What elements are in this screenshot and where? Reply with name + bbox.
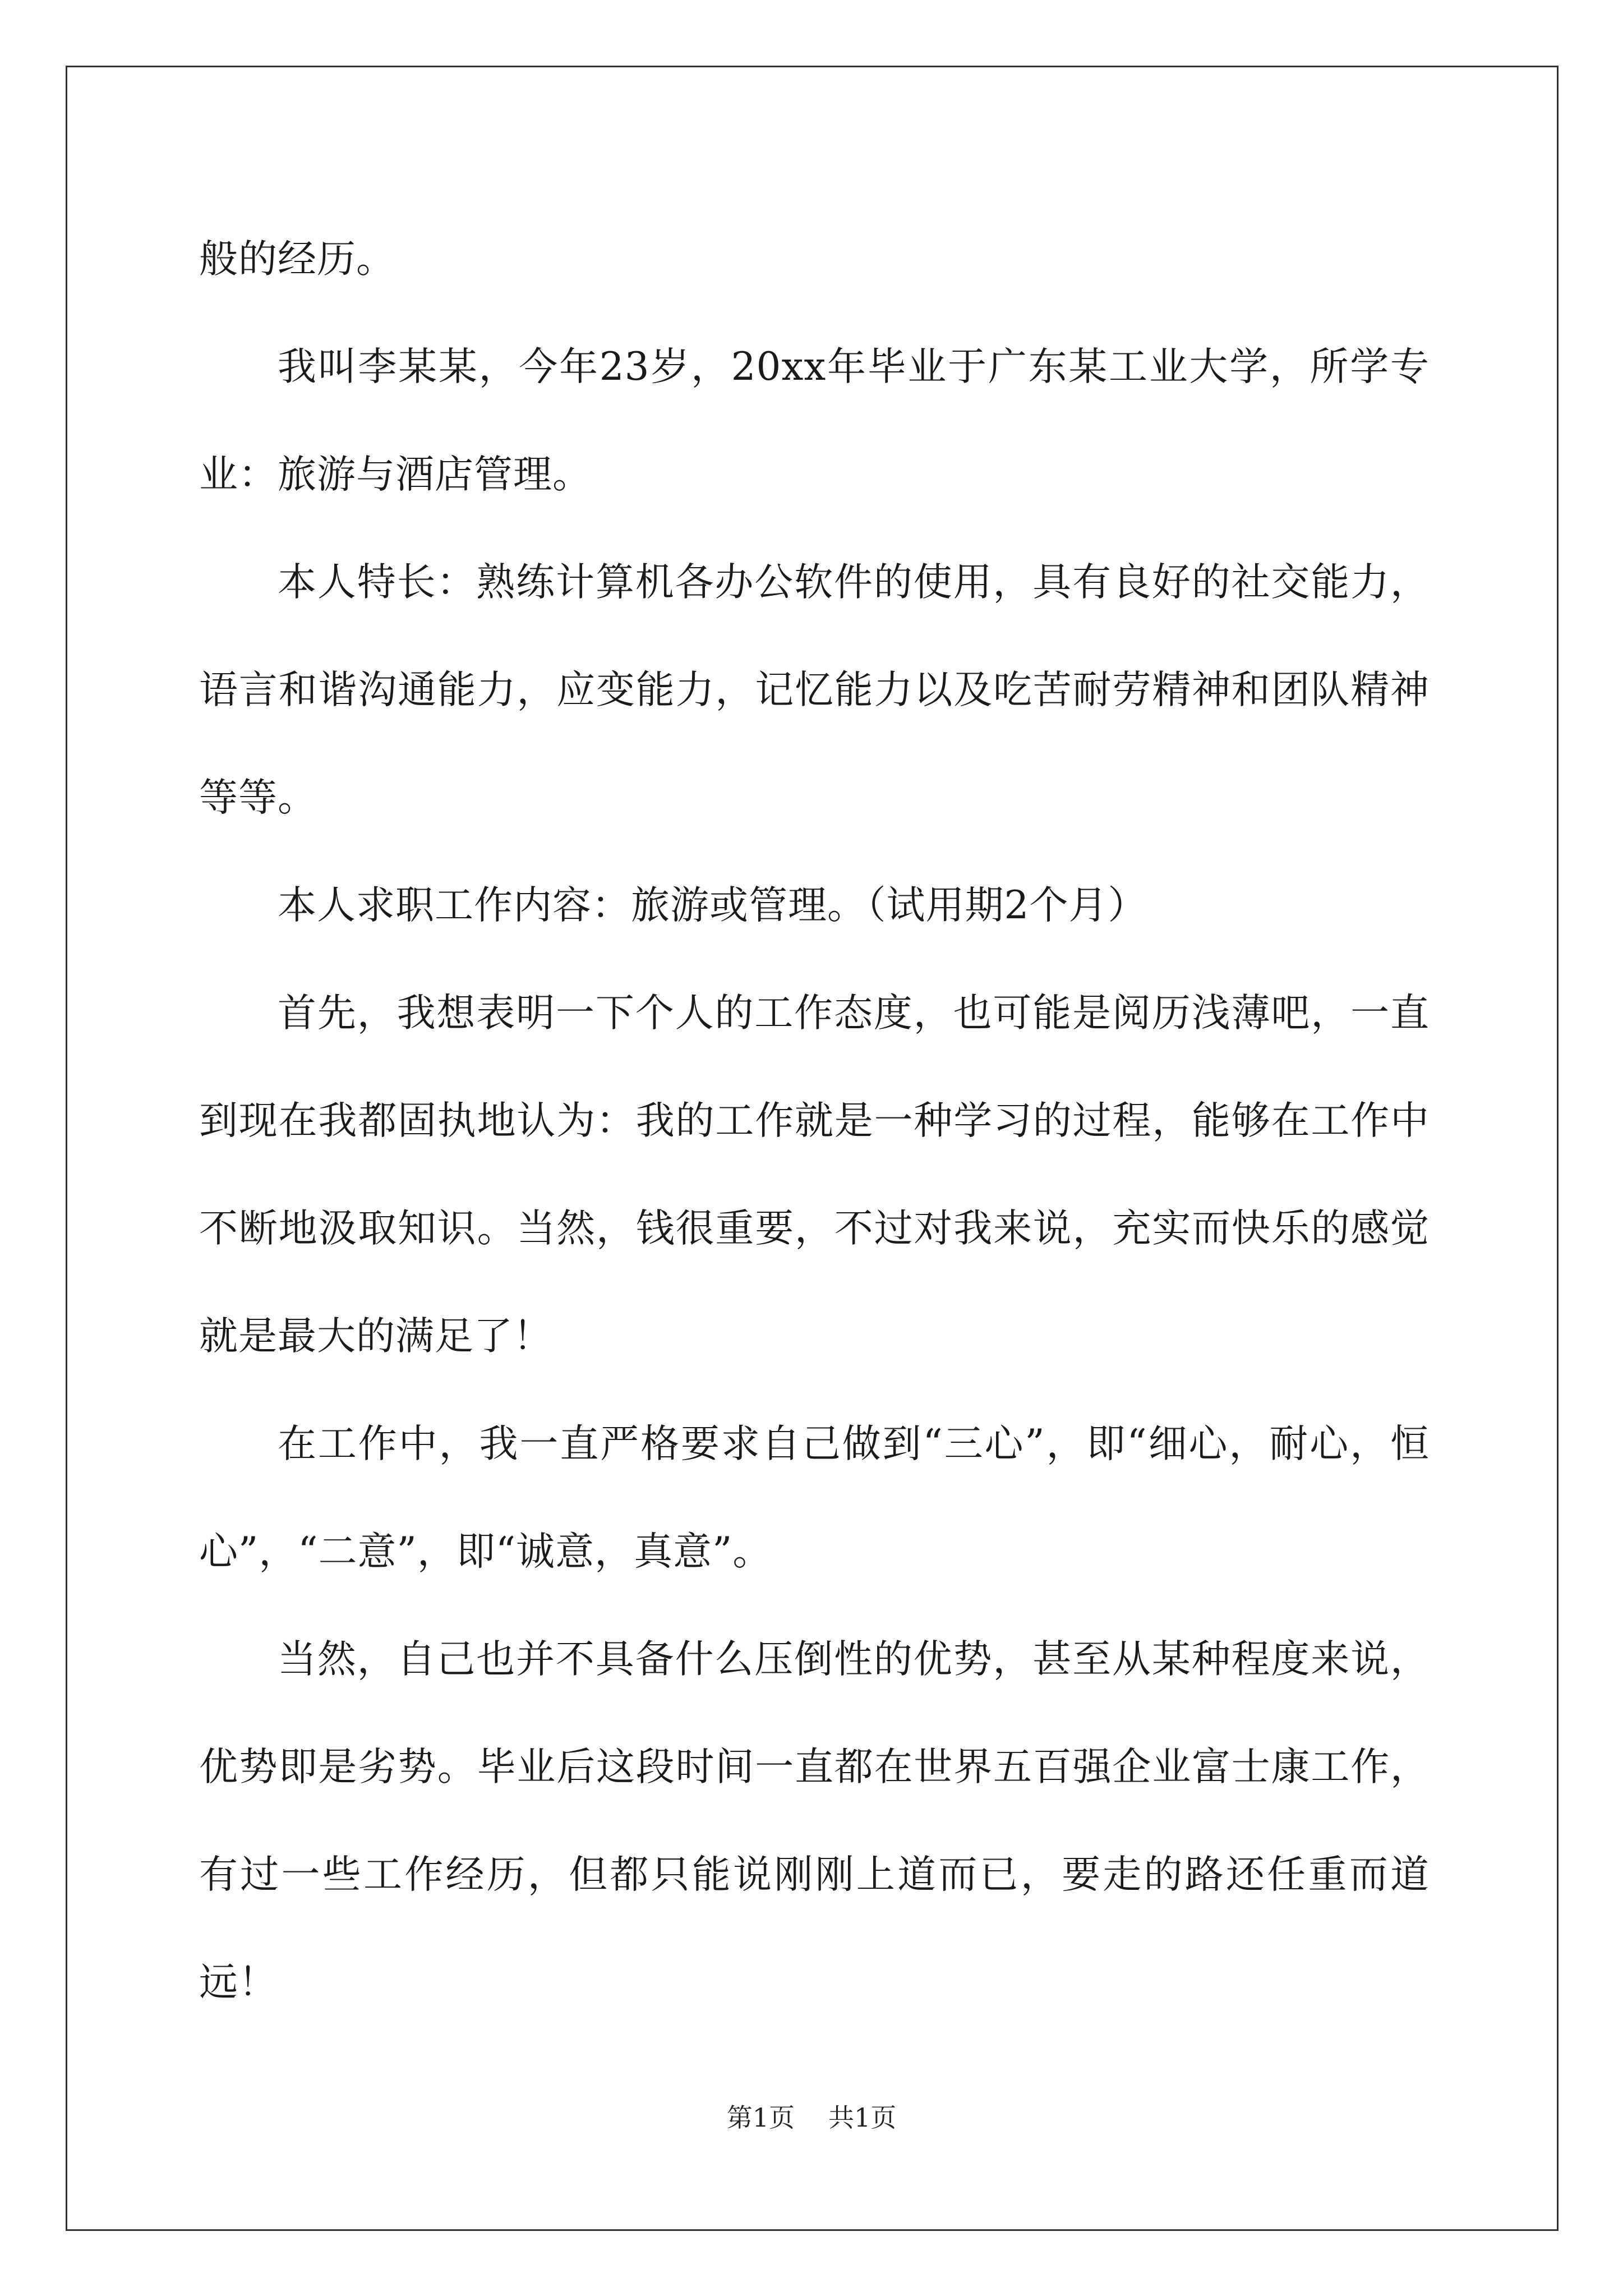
page-footer bbox=[0, 2101, 1623, 2134]
paragraph-1: 般的经历。 bbox=[199, 237, 395, 282]
paragraph-2: 我叫李某某，今年23岁，20xx年毕业于广东某工业大学，所学专业：旅游与酒店管理。 bbox=[199, 344, 1430, 497]
paragraph-6: 在工作中，我一直严格要求自己做到“三心”，即“细心，耐心，恒心”，“二意”，即“诚意，真意”。 bbox=[199, 1421, 1430, 1574]
paragraph-3: 本人特长：熟练计算机各办公软件的使用，具有良好的社交能力，语言和谐沟通能力，应变能力，记忆能力以及吃苦耐劳精神和团队精神等等。 bbox=[199, 560, 1430, 820]
page-number: 第1页 bbox=[726, 2102, 795, 2133]
page-total: 共1页 bbox=[828, 2102, 897, 2133]
document-body bbox=[199, 205, 1430, 2036]
paragraph-5: 首先，我想表明一下个人的工作态度，也可能是阅历浅薄吧，一直到现在我都固执地认为：我的工作就是一种学习的过程，能够在工作中不断地汲取知识。当然，钱很重要，不过对我来说，充实而快乐的感觉就是最大的满足了！ bbox=[199, 991, 1430, 1359]
paragraph-4: 本人求职工作内容：旅游或管理。（试用期2个月） bbox=[278, 883, 1147, 928]
paragraph-7: 当然，自己也并不具备什么压倒性的优势，甚至从某种程度来说，优势即是劣势。毕业后这段时间一直都在世界五百强企业富士康工作，有过一些工作经历，但都只能说刚刚上道而已，要走的路还任重而道远！ bbox=[199, 1637, 1430, 2005]
